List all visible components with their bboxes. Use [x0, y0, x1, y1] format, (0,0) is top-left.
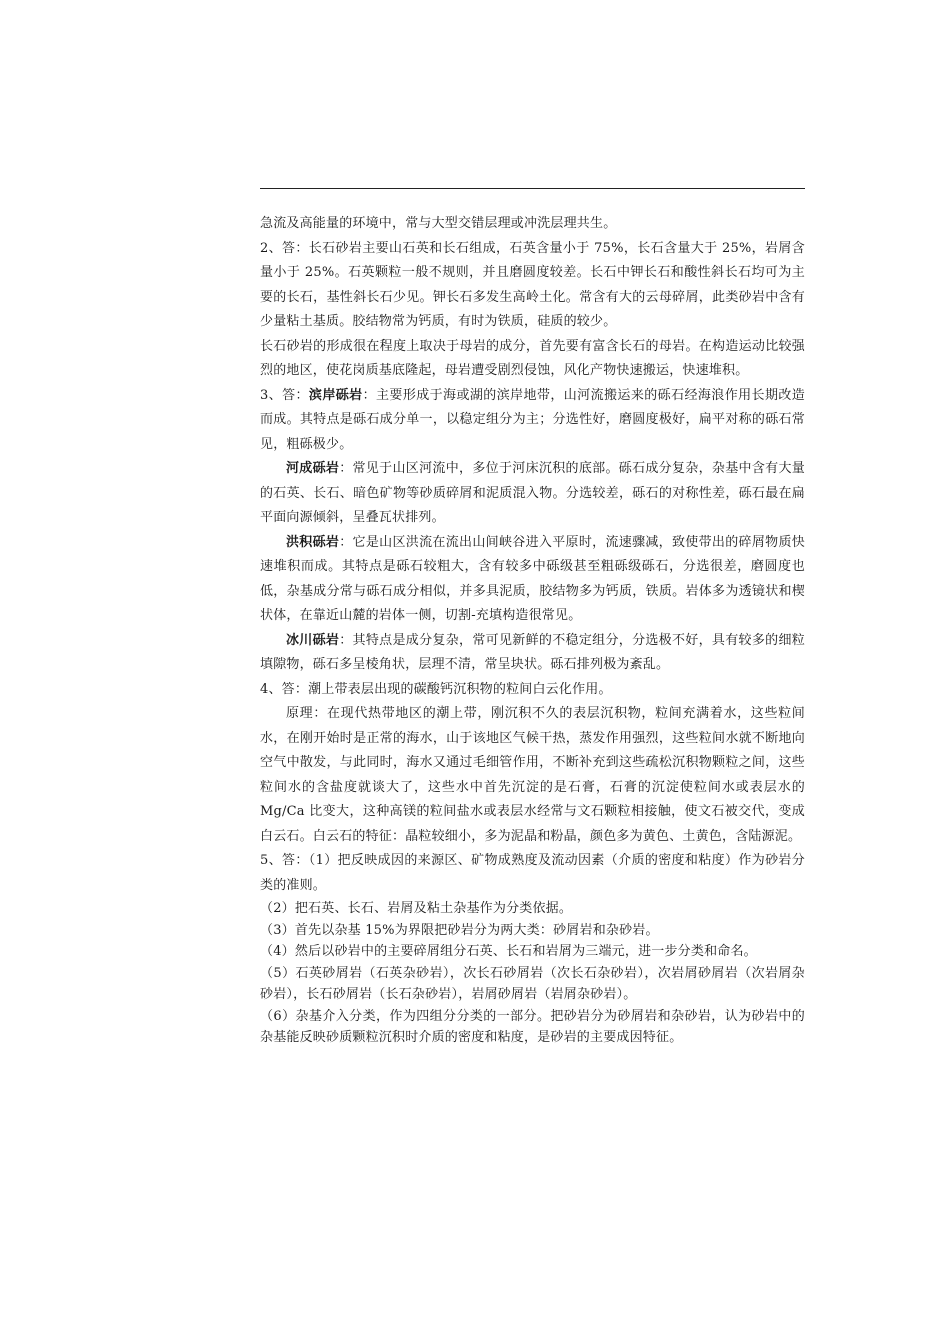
answer-4: 4、答：潮上带表层出现的碳酸钙沉积物的粒间白云化作用。 [260, 681, 612, 697]
answer-3-prefix: 3、答： [260, 387, 309, 403]
answer-3-beach-conglomerate [260, 384, 805, 458]
answer-5-item-4: （4）然后以砂岩中的主要碎屑组分石英、长石和岩屑为三端元，进一步分类和命名。 [260, 944, 757, 959]
paragraph-continuation: 急流及高能量的环境中，常与大型交错层理或冲洗层理共生。 [260, 216, 617, 231]
header-rule [260, 188, 805, 189]
answer-2: 2、答：长石砂岩主要山石英和长石组成，石英含量小于 75%，长石含量大于 25%，岩屑含量小于 25%。石英颗粒一般不规则，并且磨圆度较差。长石中钾长石和酸性斜长石均可为主要的长石，基性斜长石少见。钾长石多发生高岭土化。常含有大的云母碎屑，此类砂岩中含有少量粘土基质。胶结物常为钙质，有时为铁质，硅质的较少。 [260, 240, 805, 329]
answer-2-formation: 长石砂岩的形成很在程度上取决于母岩的成分，首先要有富含长石的母岩。在构造运动比较强烈的地区，使花岗质基底隆起，母岩遭受剧烈侵蚀，风化产物快速搬运，快速堆积。 [260, 338, 805, 378]
term-beach-conglomerate: 滨岸砾岩 [308, 387, 363, 403]
alluvial-conglomerate-text: ：它是山区洪流在流出山间峡谷进入平原时，流速骤减，致使带出的碎屑物质快速堆积而成。其特点是砾石较粗大，含有较多中砾级甚至粗砾级砾石，分选很差，磨圆度也低，杂基成分常与砾石成分相似，并多具泥质，胶结物多为钙质，铁质。岩体多为透镜状和楔状体，在靠近山麓的岩体一侧，切割-充填构造很常见。 [260, 534, 805, 623]
beach-conglomerate-text: ：主要形成于海或湖的滨岸地带，山河流搬运来的砾石经海浪作用长期改造而成。其特点是砾石成分单一，以稳定组分为主；分选性好，磨圆度极好，扁平对称的砾石常见，粗砾极少。 [260, 387, 805, 452]
river-conglomerate [260, 457, 805, 531]
answer-5: 5、答：（1）把反映成因的来源区、矿物成熟度及流动因素（介质的密度和粘度）作为砂岩分类的准则。 [260, 853, 805, 893]
answer-5-item-6: （6）杂基介入分类，作为四组分分类的一部分。把砂岩分为砂屑岩和杂砂岩，认为砂岩中的杂基能反映砂质颗粒沉积时介质的密度和粘度，是砂岩的主要成因特征。 [260, 1008, 805, 1045]
answer-5-item-3: （3）首先以杂基 15%为界限把砂岩分为两大类：砂屑岩和杂砂岩。 [260, 922, 659, 938]
term-alluvial-conglomerate: 洪积砾岩 [286, 534, 340, 550]
answer-5-item-2: （2）把石英、长石、岩屑及粘土杂基作为分类依据。 [260, 901, 573, 916]
river-conglomerate-text: ：常见于山区河流中，多位于河床沉积的底部。砾石成分复杂，杂基中含有大量的石英、长石、暗色矿物等砂质碎屑和泥质混入物。分选较差，砾石的对称性差，砾石最在扁平面向源倾斜，呈叠瓦状排列。 [260, 461, 805, 525]
alluvial-conglomerate [260, 531, 805, 629]
document-body [260, 212, 805, 1049]
term-glacial-conglomerate: 冰川砾岩 [286, 632, 340, 648]
term-river-conglomerate: 河成砾岩 [286, 461, 340, 476]
glacial-conglomerate [260, 629, 805, 678]
answer-5-item-5: （5）石英砂屑岩（石英杂砂岩），次长石砂屑岩（次长石杂砂岩），次岩屑砂屑岩（次岩屑杂砂岩），长石砂屑岩（长石杂砂岩），岩屑砂屑岩（岩屑杂砂岩）。 [260, 965, 805, 1002]
glacial-conglomerate-text: ：其特点是成分复杂，常可见新鲜的不稳定组分，分选极不好，具有较多的细粒填隙物，砾石多呈棱角状，层理不清，常呈块状。砾石排列极为紊乱。 [260, 632, 805, 672]
answer-4-principle: 原理：在现代热带地区的潮上带，刚沉积不久的表层沉积物，粒间充满着水，这些粒间水，在刚开始时是正常的海水，山于该地区气候干热，蒸发作用强烈，这些粒间水就不断地向空气中散发，与此同时，海水又通过毛细管作用，不断补充到这些疏松沉积物颗粒之间，这些粒间水的含盐度就谈大了，这些水中首先沉淀的是石膏，石膏的沉淀使粒间水或表层水的 Mg/Ca 比变大，这种高镁的粒间盐水或表层水经常与文石颗粒相接触，使文石被交代，变成白云石。白云石的特征：晶粒较细小，多为泥晶和粉晶，颜色多为黄色、土黄色，含陆源泥。 [260, 706, 805, 844]
